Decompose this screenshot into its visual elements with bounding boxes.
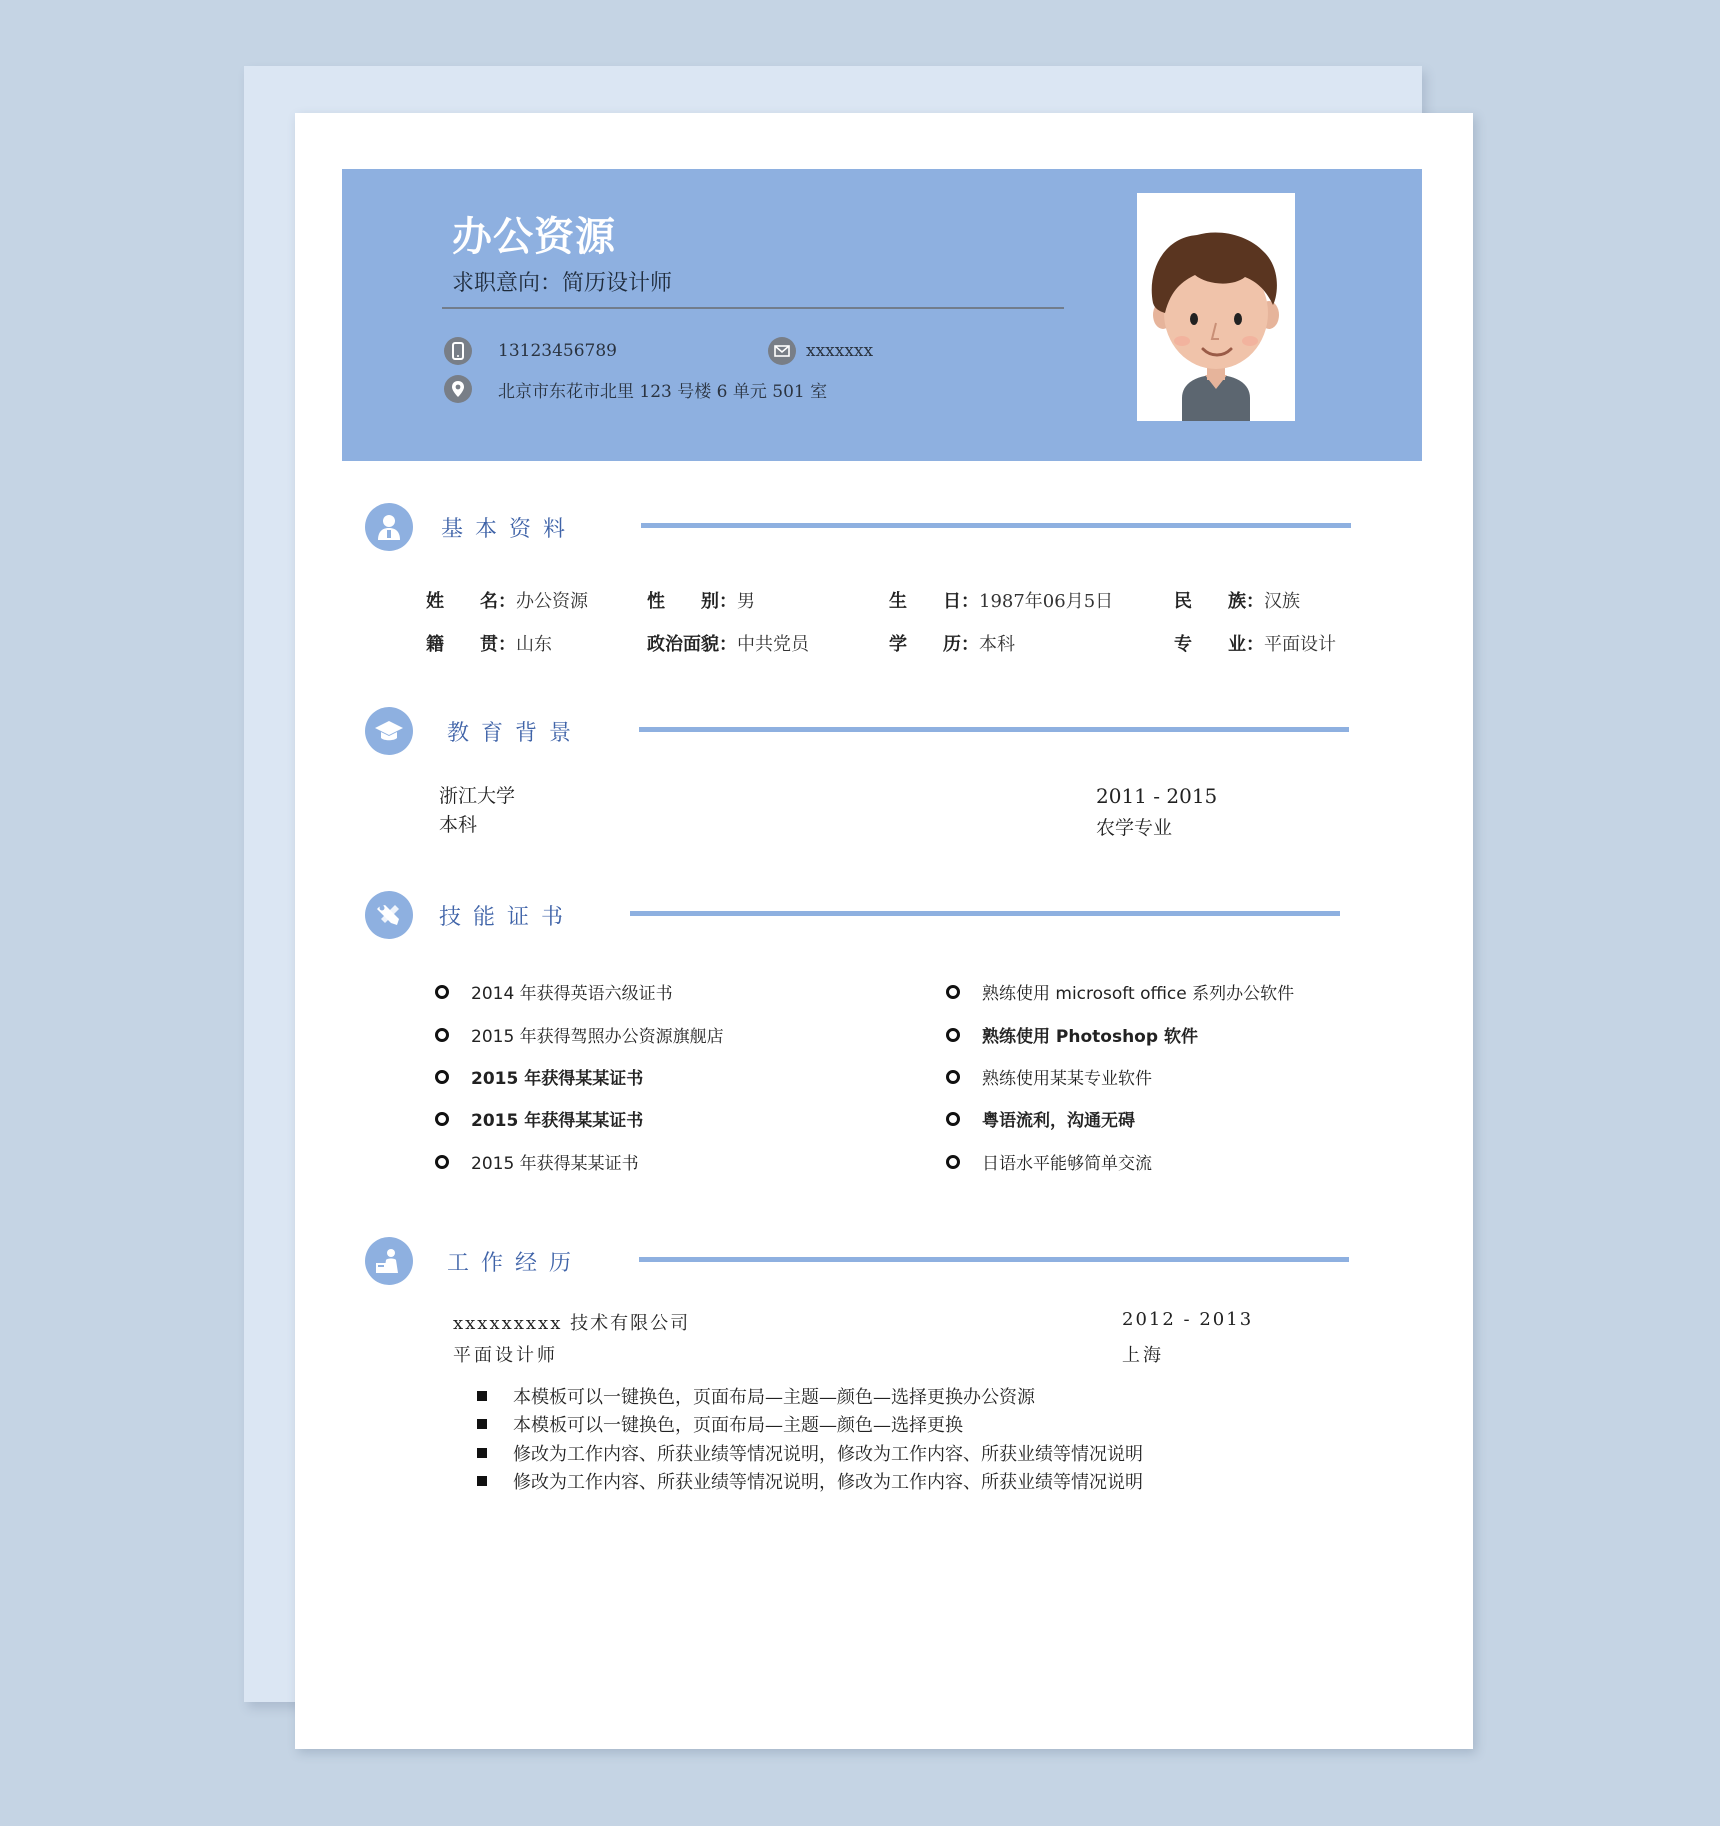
bullet-square-icon <box>477 1419 487 1429</box>
candidate-name: 办公资源 <box>452 214 616 260</box>
user-icon <box>365 503 413 551</box>
info-political: 政治面貌：中共党员 <box>647 634 809 655</box>
section-basic-title <box>365 503 577 551</box>
section-education-label: 教育背景 <box>447 720 584 746</box>
bullet-ring-icon <box>946 1155 960 1169</box>
email-address: xxxxxxx <box>806 341 874 361</box>
tools-icon <box>365 891 413 939</box>
info-name: 姓 名：办公资源 <box>426 591 588 612</box>
bullet-ring-icon <box>435 1028 449 1042</box>
work-duty: 修改为工作内容、所获业绩等情况说明，修改为工作内容、所获业绩等情况说明 <box>477 1468 1143 1494</box>
phone-icon <box>444 337 472 365</box>
skill-item: 熟练使用 microsoft office 系列办公软件 <box>946 979 1294 1004</box>
skill-item: 2014 年获得英语六级证书 <box>435 979 673 1004</box>
edu-school: 浙江大学 <box>439 785 516 807</box>
header-divider <box>442 307 1064 309</box>
avatar-photo <box>1137 193 1295 421</box>
section-skills-label: 技能证书 <box>439 904 576 930</box>
resume-header <box>342 169 1422 461</box>
section-skills-title <box>365 891 575 939</box>
info-education: 学 历：本科 <box>889 634 1015 655</box>
bullet-ring-icon <box>946 1070 960 1084</box>
info-major: 专 业：平面设计 <box>1174 634 1336 655</box>
skill-item: 2015 年获得某某证书 <box>435 1064 643 1089</box>
edu-major: 农学专业 <box>1096 817 1173 839</box>
bullet-ring-icon <box>946 1028 960 1042</box>
bullet-ring-icon <box>435 1112 449 1126</box>
work-duty: 本模板可以一键换色，页面布局—主题—颜色—选择更换 <box>477 1411 963 1437</box>
work-period: 2012 - 2013 <box>1122 1309 1254 1330</box>
work-duty: 修改为工作内容、所获业绩等情况说明，修改为工作内容、所获业绩等情况说明 <box>477 1440 1143 1466</box>
email-row <box>768 337 873 365</box>
section-work-label: 工作经历 <box>447 1250 584 1276</box>
info-birthday: 生 日：1987年06月5日 <box>889 591 1114 612</box>
bullet-ring-icon <box>435 1070 449 1084</box>
address: 北京市东花市北里 123 号楼 6 单元 501 室 <box>498 381 828 402</box>
work-position: 平面设计师 <box>453 1345 558 1366</box>
worker-icon <box>365 1237 413 1285</box>
graduation-cap-icon <box>365 707 413 755</box>
bullet-square-icon <box>477 1391 487 1401</box>
edu-period: 2011 - 2015 <box>1096 784 1218 808</box>
phone-number: 13123456789 <box>498 341 617 361</box>
mail-icon <box>768 337 796 365</box>
work-location: 上海 <box>1122 1345 1164 1366</box>
phone-row <box>444 337 617 365</box>
info-hometown: 籍 贯：山东 <box>426 634 552 655</box>
skill-item: 2015 年获得驾照办公资源旗舰店 <box>435 1022 724 1047</box>
job-intent: 求职意向：简历设计师 <box>452 271 673 296</box>
resume-page <box>295 113 1473 1749</box>
info-ethnicity: 民 族：汉族 <box>1174 591 1300 612</box>
work-duty: 本模板可以一键换色，页面布局—主题—颜色—选择更换办公资源 <box>477 1383 1035 1409</box>
work-company: xxxxxxxxx 技术有限公司 <box>453 1313 691 1334</box>
bullet-square-icon <box>477 1448 487 1458</box>
bullet-ring-icon <box>435 1155 449 1169</box>
address-row <box>444 375 827 403</box>
bullet-square-icon <box>477 1476 487 1486</box>
section-basic-label: 基本资料 <box>441 516 578 542</box>
skill-item: 粤语流利，沟通无碍 <box>946 1106 1135 1131</box>
bullet-ring-icon <box>946 1112 960 1126</box>
skill-item: 熟练使用某某专业软件 <box>946 1064 1152 1089</box>
edu-degree: 本科 <box>439 814 478 836</box>
section-work-line <box>639 1257 1349 1262</box>
skill-item: 熟练使用 Photoshop 软件 <box>946 1022 1198 1047</box>
bullet-ring-icon <box>435 985 449 999</box>
info-gender: 性 别：男 <box>647 591 755 612</box>
skill-item: 2015 年获得某某证书 <box>435 1149 639 1174</box>
section-basic-line <box>641 523 1351 528</box>
section-work-title <box>365 1237 583 1285</box>
skill-item: 2015 年获得某某证书 <box>435 1106 643 1131</box>
section-education-title <box>365 707 583 755</box>
section-education-line <box>639 727 1349 732</box>
section-skills-line <box>630 911 1340 916</box>
bullet-ring-icon <box>946 985 960 999</box>
skill-item: 日语水平能够简单交流 <box>946 1149 1152 1174</box>
location-icon <box>444 375 472 403</box>
